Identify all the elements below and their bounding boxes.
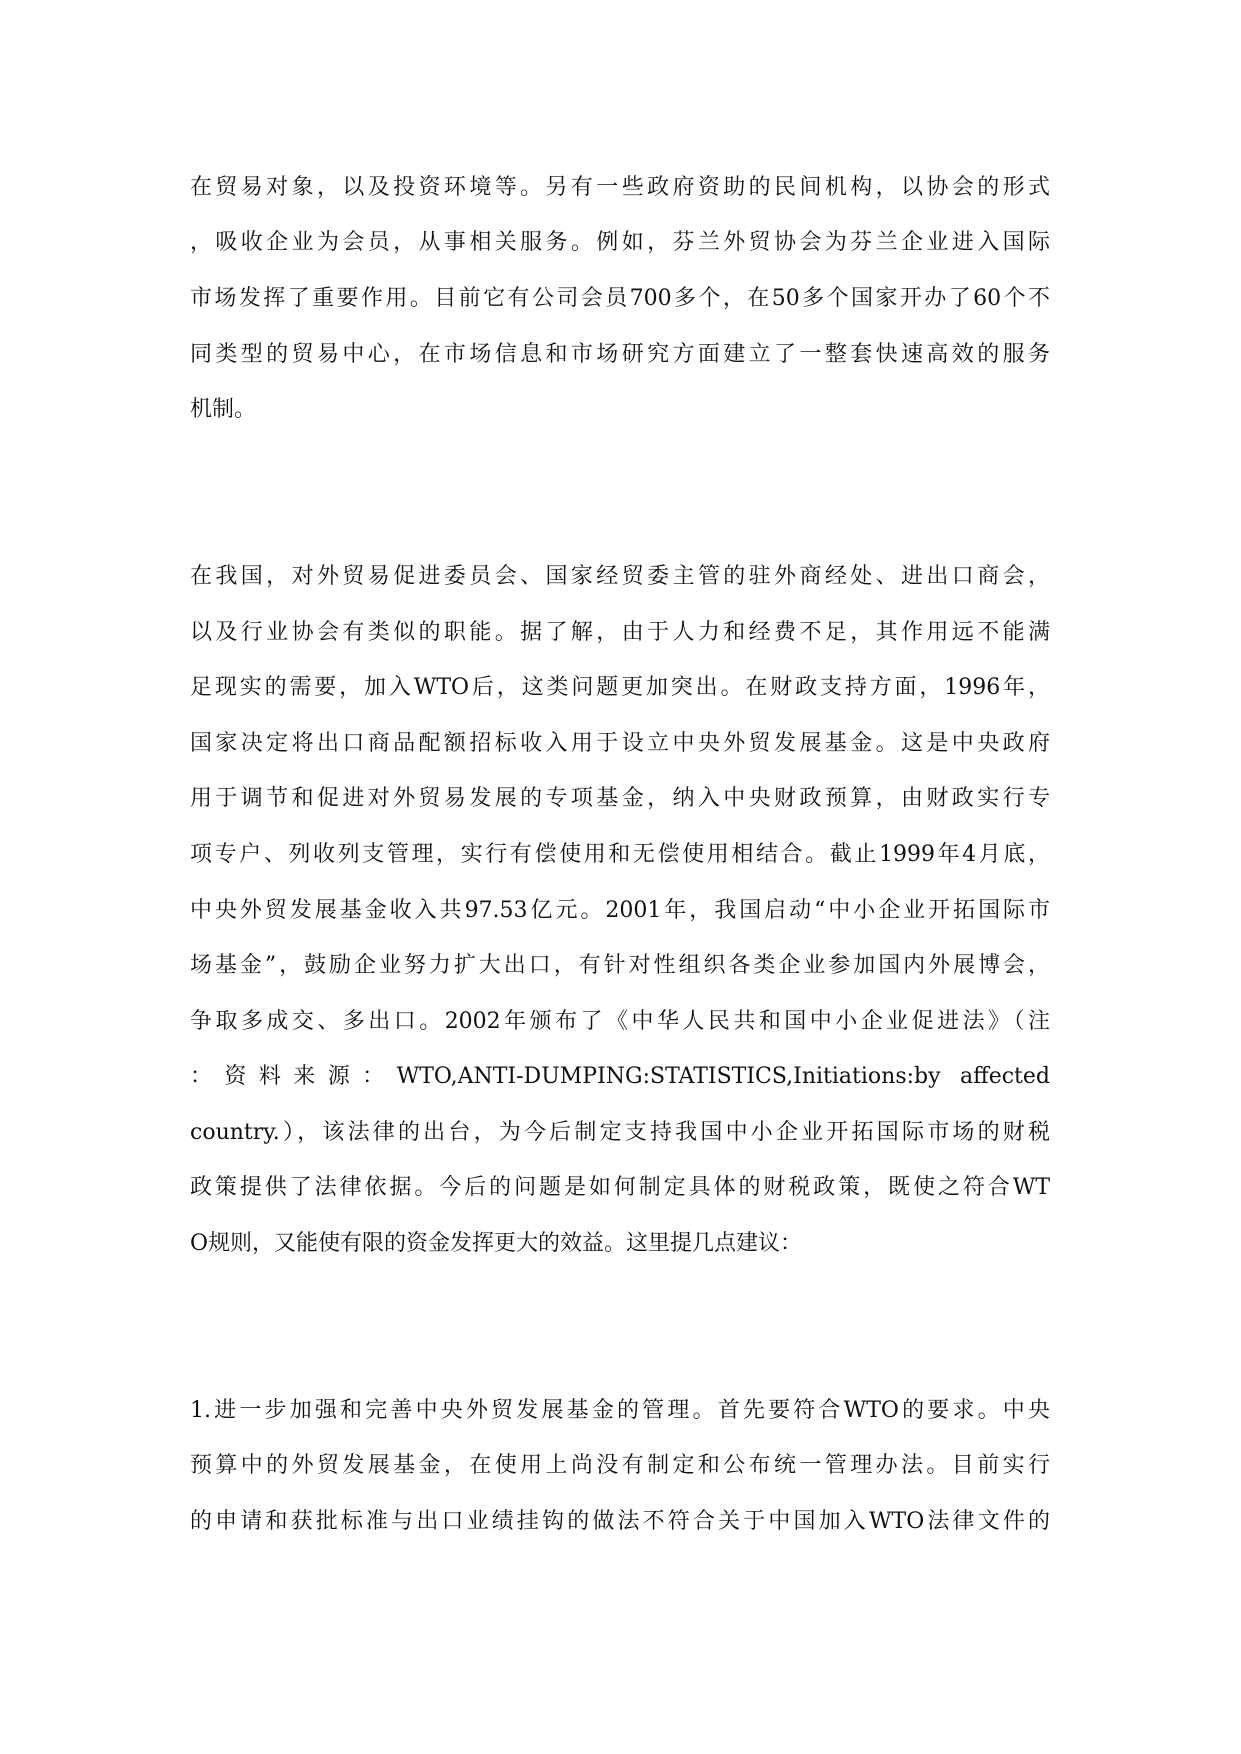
text-line: 场基金”，鼓励企业努力扩大出口，有针对性组织各类企业参加国内外展博会， (190, 953, 1050, 978)
text-line: ：资料来源：WTO,ANTI-DUMPING:STATISTICS,Initiations:by affected (190, 1064, 1050, 1089)
text-line: ，吸收企业为会员，从事相关服务。例如，芬兰外贸协会为芬兰企业进入国际 (190, 230, 1050, 255)
text-line: 1.进一步加强和完善中央外贸发展基金的管理。首先要符合WTO的要求。中央 (190, 1398, 1050, 1423)
text-line: 足现实的需要，加入WTO后，这类问题更加突出。在财政支持方面，1996年， (190, 675, 1050, 700)
text-line: 以及行业协会有类似的职能。据了解，由于人力和经费不足，其作用远不能满 (190, 620, 1050, 645)
text-line: 中央外贸发展基金收入共97.53亿元。2001年，我国启动“中小企业开拓国际市 (190, 898, 1050, 923)
text-line: 在贸易对象，以及投资环境等。另有一些政府资助的民间机构，以协会的形式 (190, 175, 1050, 200)
text-line: 在我国，对外贸易促进委员会、国家经贸委主管的驻外商经处、进出口商会， (190, 564, 1050, 589)
text-line: 市场发挥了重要作用。目前它有公司会员700多个，在50多个国家开办了60个不 (190, 286, 1050, 311)
text-line: 机制。 (190, 397, 257, 422)
text-line: country.），该法律的出台，为今后制定支持我国中小企业开拓国际市场的财税 (190, 1120, 1050, 1145)
text-line: 国家决定将出口商品配额招标收入用于设立中央外贸发展基金。这是中央政府 (190, 731, 1050, 756)
text-line: 政策提供了法律依据。今后的问题是如何制定具体的财税政策，既使之符合WT (190, 1175, 1050, 1200)
text-line: 项专户、列收列支管理，实行有偿使用和无偿使用相结合。截止1999年4月底， (190, 842, 1050, 867)
text-line: 同类型的贸易中心，在市场信息和市场研究方面建立了一整套快速高效的服务 (190, 342, 1050, 367)
text-line: 的申请和获批标准与出口业绩挂钩的做法不符合关于中国加入WTO法律文件的 (190, 1509, 1050, 1534)
text-line: 争取多成交、多出口。2002年颁布了《中华人民共和国中小企业促进法》（注 (190, 1009, 1050, 1034)
text-line: 预算中的外贸发展基金，在使用上尚没有制定和公布统一管理办法。目前实行 (190, 1453, 1050, 1478)
text-line: O规则，又能使有限的资金发挥更大的效益。这里提几点建议： (190, 1231, 803, 1256)
text-line: 用于调节和促进对外贸易发展的专项基金，纳入中央财政预算，由财政实行专 (190, 786, 1050, 811)
